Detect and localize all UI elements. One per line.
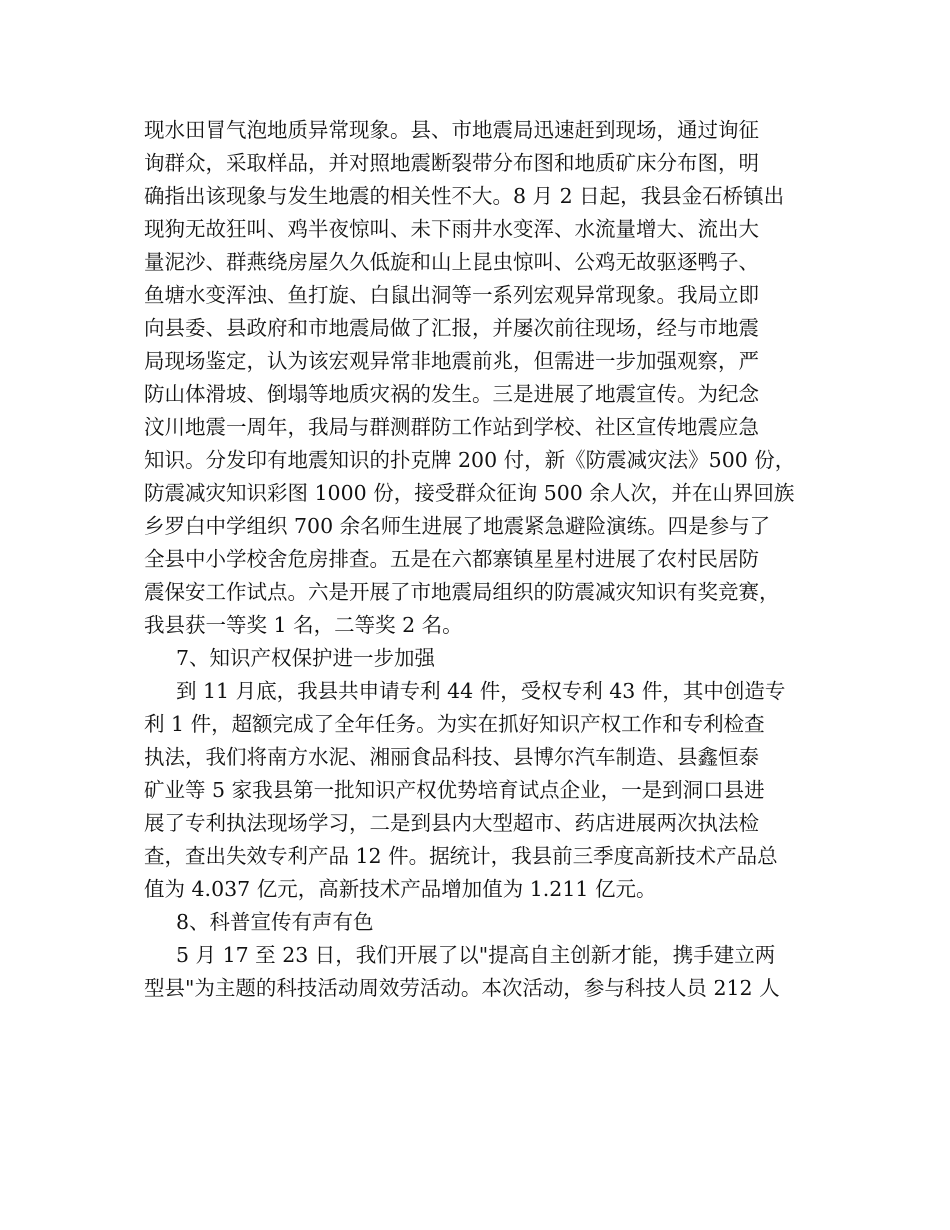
text-line: 询群众，采取样品，并对照地震断裂带分布图和地质矿床分布图，明 [144,151,759,175]
paragraph-first-line: 5 月 17 至 23 日，我们开展了以"提高自主创新才能，携手建立两 [176,943,776,967]
text-line: 查，查出失效专利产品 12 件。据统计，我县前三季度高新技术产品总 [144,844,778,868]
text-line: 利 1 件，超额完成了全年任务。为实在抓好知识产权工作和专利检查 [144,712,765,736]
text-line: 矿业等 5 家我县第一批知识产权优势培育试点企业，一是到洞口县进 [144,778,765,802]
text-line: 量泥沙、群燕绕房屋久久低旋和山上昆虫惊叫、公鸡无故驱逐鸭子、 [144,250,759,274]
body-text [144,114,834,1005]
paragraph-first-line: 7、知识产权保护进一步加强 [176,646,436,670]
text-line: 我县获一等奖 1 名，二等奖 2 名。 [144,613,463,637]
text-line: 防山体滑坡、倒塌等地质灾祸的发生。三是进展了地震宣传。为纪念 [144,382,759,406]
text-line: 防震减灾知识彩图 1000 份，接受群众征询 500 余人次，并在山界回族 [144,481,795,505]
text-line: 确指出该现象与发生地震的相关性不大。8 月 2 日起，我县金石桥镇出 [144,184,785,208]
text-line: 型县"为主题的科技活动周效劳活动。本次活动，参与科技人员 212 人 [144,976,780,1000]
text-line: 知识。分发印有地震知识的扑克牌 200 付，新《防震减灾法》500 份， [144,448,796,472]
text-line: 震保安工作试点。六是开展了市地震局组织的防震减灾知识有奖竞赛， [144,580,780,604]
text-line: 现水田冒气泡地质异常现象。县、市地震局迅速赶到现场，通过询征 [144,118,759,142]
text-line: 汶川地震一周年，我局与群测群防工作站到学校、社区宣传地震应急 [144,415,759,439]
text-line: 全县中小学校舍危房排查。五是在六都寨镇星星村进展了农村民居防 [144,547,759,571]
text-line: 局现场鉴定，认为该宏观异常非地震前兆，但需进一步加强观察，严 [144,349,759,373]
text-line: 现狗无故狂叫、鸡半夜惊叫、未下雨井水变浑、水流量增大、流出大 [144,217,759,241]
paragraph-first-line: 8、科普宣传有声有色 [176,910,374,934]
text-line: 展了专利执法现场学习，二是到县内大型超市、药店进展两次执法检 [144,811,759,835]
text-line: 乡罗白中学组织 700 余名师生进展了地震紧急避险演练。四是参与了 [144,514,771,538]
text-line: 向县委、县政府和市地震局做了汇报，并屡次前往现场，经与市地震 [144,316,759,340]
text-line: 执法，我们将南方水泥、湘丽食品科技、县博尔汽车制造、县鑫恒泰 [144,745,759,769]
text-line: 值为 4.037 亿元，高新技术产品增加值为 1.211 亿元。 [144,877,657,901]
paragraph-first-line: 到 11 月底，我县共申请专利 44 件，受权专利 43 件，其中创造专 [176,679,786,703]
text-line: 鱼塘水变浑浊、鱼打旋、白鼠出洞等一系列宏观异常现象。我局立即 [144,283,759,307]
